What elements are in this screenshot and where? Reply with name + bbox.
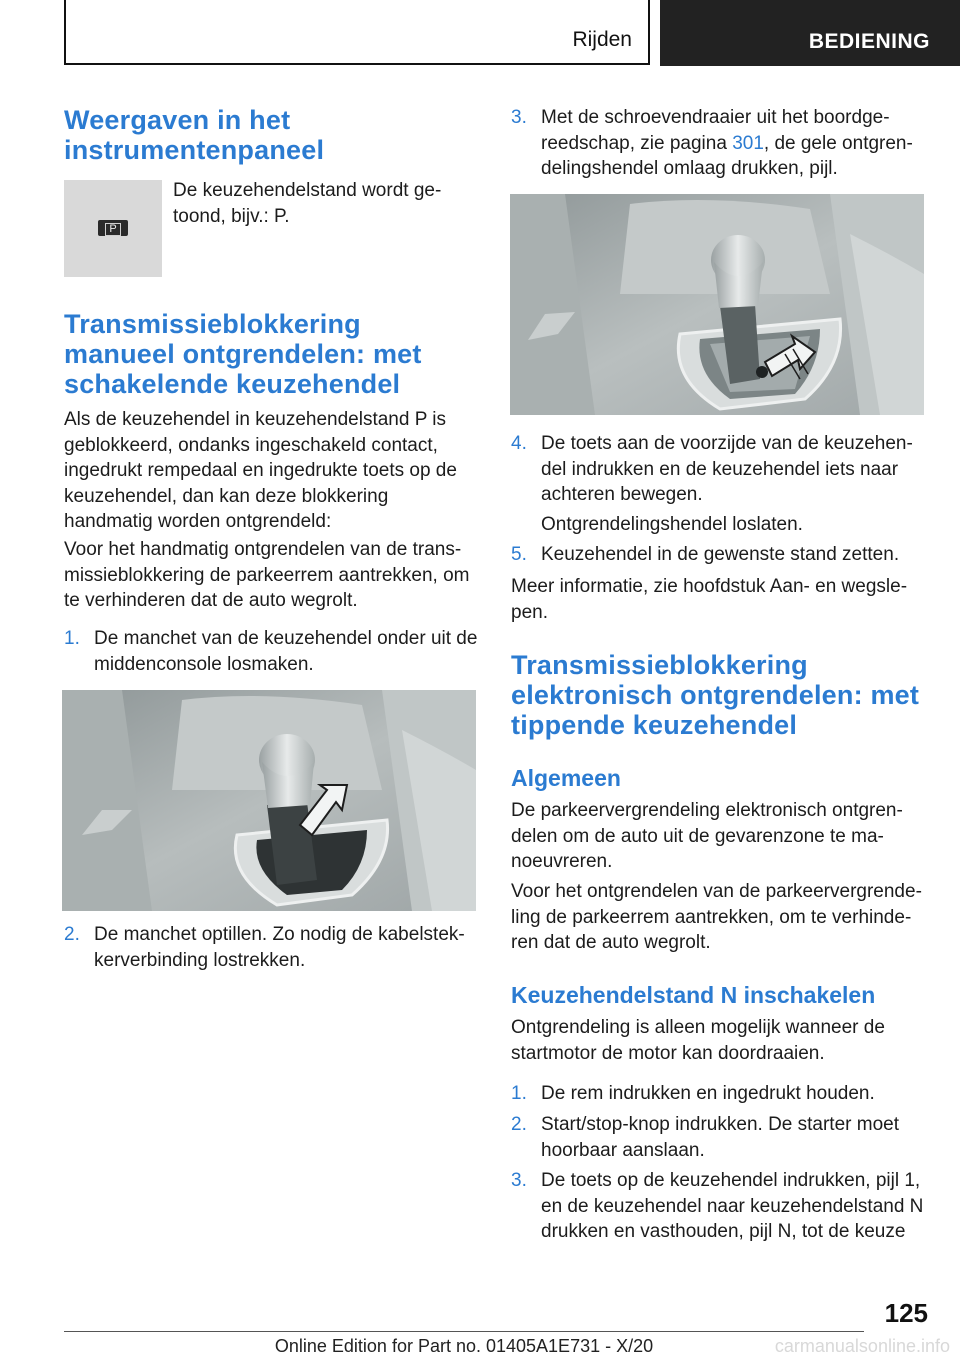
watermark: carmanualsonline.info <box>774 1336 950 1356</box>
manual-unlock-intro: Als de keuzehendel in keuzehendelstand P is geblokkeerd, ondanks ingeschakeld contact, ingedrukt rempedaal en ingedrukte toets op de keuzehendel, dan kan deze blokkering handmatig worden ontgrendeld: <box>64 409 457 532</box>
header-chapter-tab: BEDIENING <box>660 0 960 66</box>
algemeen-p1: De parkeervergrendeling elektronisch ontgrendelen om de auto uit de gevarenzone te manoeuvreren. <box>511 800 903 872</box>
step-4-sub: Ontgrendelingshendel loslaten. <box>541 514 803 535</box>
keuze-intro: Ontgrendeling is alleen mogelijk wanneer de startmotor de motor kan doordraaien. <box>511 1017 885 1064</box>
manual-unlock-parking-brake: Voor het handmatig ontgrendelen van de transmissieblokkering de parkeerrem aantrekken, om te verhinderen dat de auto wegrolt. <box>64 539 470 611</box>
step-3: 3. Met de schroevendraaier uit het boordgereedschap, zie pagina 301, de gele ontgrendelingshendel omlaag drukken, pijl. <box>511 107 913 179</box>
gear-lever-photo-1 <box>62 690 476 911</box>
n-step-2: 2. Start/stop-knop indrukken. De starter moet hoorbaar aanslaan. <box>511 1114 899 1161</box>
heading-keuzehendelstand-n: Keuzehendelstand N inschakelen <box>511 982 876 1008</box>
release-lever-illustration <box>510 194 924 415</box>
algemeen-p2: Voor het ontgrendelen van de parkeervergrendeling de parkeerrem aantrekken, om te verhinderen dat de auto wegrolt. <box>511 881 922 953</box>
header-rule-right <box>648 0 650 64</box>
page-number: 125 <box>884 1298 928 1328</box>
more-info: Meer informatie, zie hoofdstuk Aan- en wegslepen. <box>511 576 908 623</box>
gear-indicator-p: P <box>98 220 128 236</box>
n-step-3: 3. De toets op de keuzehendel indrukken, pijl 1, en de keuzehendel naar keuzehendelstand N drukken en vasthouden, pijl N, tot de keuze <box>511 1170 924 1242</box>
footer-rule <box>64 1331 864 1332</box>
heading-weergaven: Weergaven in het instrumentenpaneel <box>64 105 325 165</box>
heading-electronic-unlock: Transmissieblokkering elektronisch ontgrendelen: met tippende keuzehendel <box>511 650 920 740</box>
gear-lever-photo-2 <box>510 194 924 415</box>
gear-lever-illustration <box>62 690 476 911</box>
n-step-1: 1. De rem indrukken en ingedrukt houden. <box>511 1083 875 1104</box>
header-rule-bottom <box>64 63 650 65</box>
heading-manual-unlock: Transmissieblokkering manueel ontgrendelen: met schakelende keuzehendel <box>64 309 422 399</box>
heading-algemeen: Algemeen <box>511 765 621 791</box>
footer-edition: Online Edition for Part no. 01405A1E731 - X/20 <box>274 1336 654 1356</box>
step-5: 5. Keuzehendel in de gewenste stand zetten. <box>511 544 900 565</box>
instrument-display-image <box>64 180 162 277</box>
step-2: 2. De manchet optillen. Zo nodig de kabelstekkerverbinding lostrekken. <box>64 924 465 971</box>
step-4: 4. De toets aan de voorzijde van de keuzehendel indrukken en de keuzehendel iets naar achteren bewegen. <box>511 433 913 505</box>
step-1: 1. De manchet van de keuzehendel onder uit de middenconsole losmaken. <box>64 628 478 675</box>
header-rule-left <box>64 0 66 64</box>
header-section-title: Rijden <box>572 28 632 51</box>
page-link-301[interactable]: 301 <box>732 132 764 154</box>
display-description: De keuzehendelstand wordt getoond, bijv.: P. <box>173 180 442 227</box>
